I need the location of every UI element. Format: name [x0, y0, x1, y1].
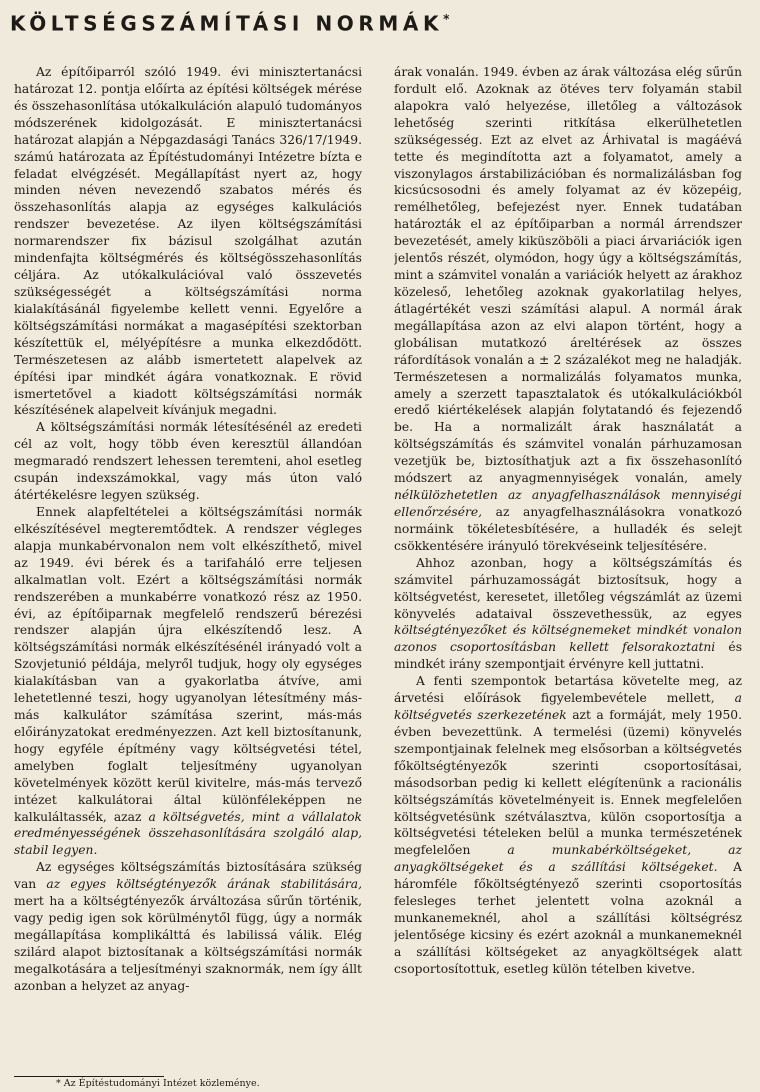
- left-column: [14, 64, 362, 1074]
- emphasis: nélkülözhetetlen az anyagfelhasználások mennyiségi ellenőrzésére,: [394, 488, 742, 519]
- footnote-divider: [14, 1076, 164, 1077]
- emphasis: költségtényezőket és költségnemeket mindkét vonalon azonos csoportosításban kellett felsorakoztatni: [394, 623, 742, 655]
- paragraph: árak vonalán. 1949. évben az árak változása elég sűrűn fordult elő. Azoknak az ötéves terv folyamán stabil alapokra való helyezése, illetőleg a változások lehetőség szerinti ritkítása elkerülhetetlen szükségesség. Ezt az elvet az Árhivatal is magáévá tette és megindította azt a folyamatot, amely a viszonylagos árstabilizációban és normalizálásban fog kicsúcsosodni és amely folyamat az év közepéig, remélhetőleg, befejezést nyer. Ennek tudatában határozták el az építőiparban a normál árrendszer bevezetését, amely kiküszöböli a piaci árvariációk igen jelentős részét, olymódon, hogy úgy a költségszámítás, mint a számvitel vonalán a variációk helyett az árakhoz közeleső, lehetőleg azoknak gyakorlatilag helyes, átlagértékét veszi számítási alapul. A normál árak megállapítása azon az elvi alapon történt, hogy a globálisan mutatkozó áreltérések az összes ráfordítások vonalán a ± 2 százalékot meg ne haladják. Természetesen a normalizálás folyamatos munka, amely a szerzett tapasztalatok és utókalkulációkból eredő kiértékelések alapján folytatandó és fejezendő be. Ha a normalizált árak használatát a költségszámítás és számvitel vonalán párhuzamosan vezetjük be, biztosíthatjuk azt a fix összehasonlító módszert az anyagmennyiségek vonalán, amely nélkülözhetetlen az anyagfelhasználások mennyiségi ellenőrzésére, az anyagfelhasználásokra vonatkozó normáink tökéletesbítésére, a hulladék és selejt csökkentésére irányuló törekvéseink teljesítésére.: [394, 65, 742, 553]
- article-title: KÖLTSÉGSZÁMÍTÁSI NORMÁK*: [10, 11, 450, 36]
- paragraph: Az egységes költségszámítás biztosítására szükség van az egyes költségtényezők árának stabilitására, mert ha a költségtényezők árváltozása sűrűn történik, vagy pedig igen sok körülménytől függ, úgy a normák megállapítása komplikálttá és labilissá válik. Elég szilárd alapot biztosítanak a költségszámítási normák megalkotására a teljesítményi szaknormák, nem így állt azonban a helyzet az anyag-: [14, 860, 362, 993]
- footnote: * Az Építéstudományi Intézet közleménye.: [56, 1078, 260, 1089]
- paragraph: A költségszámítási normák létesítésénél az eredeti cél az volt, hogy több éven keresztül állandóan megmaradó rendszert lehessen teremteni, ahol esetleg csupán indexszámokkal, vagy más úton való átértékelésre legyen szükség.: [14, 420, 362, 503]
- emphasis: a munkabérköltségeket, az anyagköltségeket és a szállítási költségeket.: [394, 843, 742, 875]
- paragraph: Ennek alapfeltételei a költségszámítási normák elkészítésével megteremtődtek. A rendszer végleges alapja munkabérvonalon nem volt elkészíthető, mivel az 1949. évi bérek és a tarifaháló erre teljesen alkalmatlan volt. Ezért a költségszámítási normák rendszerében a munkabérre vonatkozó rész az 1950. évi, az építőiparnak megfelelő rendszerű bérezési rendszer alapján újra elkészítendő lesz. A költségszámítási normák elkészítésénél irányadó volt a Szovjetunió példája, melyről tudjuk, hogy oly egységes kialakításban van a gyakorlatba átvíve, ami lehetetlenné teszi, hogy ugyanolyan létesítmény más-más kalkulátor számítása szerint, más-más előirányzatokat eredményezzen. Azt kell biztosítanunk, hogy egyféle építmény vagy költségvetési tétel, amelyben foglalt teljesítmény ugyanolyan követelmények között kerül kivitelre, más-más tervező intézet kalkulátorai által különféleképpen ne kalkuláltassék, azaz a költségvetés, mint a vállalatok eredményességének összehasonlítására szolgáló alap, stabil legyen.: [14, 504, 362, 858]
- article-body: [14, 64, 752, 1074]
- emphasis: a költségvetés szerkezetének: [394, 691, 742, 723]
- emphasis: az egyes költségtényezők árának stabilitására,: [46, 877, 362, 892]
- footnote-marker: *: [443, 12, 450, 26]
- right-column: [394, 64, 742, 1074]
- emphasis: a költségvetés, mint a vállalatok eredményességének összehasonlítására szolgáló alap, stabil legyen.: [14, 809, 362, 858]
- paragraph: Az építőiparról szóló 1949. évi minisztertanácsi határozat 12. pontja előírta az építési költségek mérése és összehasonlítása utókalkuláción alapuló tudományos módszerének kidolgozását. E minisztertanácsi határozat alapján a Népgazdasági Tanács 326/17/1949. számú határozata az Építéstudományi Intézetre bízta e feladat elvégzését. Megállapítást nyert az, hogy minden néven nevezendő szabatos mérés és összehasonlítás alapja az egységes kalkulációs rendszer bevezetése. Az ilyen költségszámítási normarendszer fix bázisul szolgálhat azután mindenfajta költségmérés és költségösszehasonlítás céljára. Az utókalkulációval való összevetés szükségességét a költségszámítási norma kialakításánál figyelembe kellett venni. Egyelőre a költségszámítási normákat a magasépítési szektorban készítettük el, mélyépítésre a munka elkezdődött. Természetesen az alább ismertetett alapelvek az építési ipar mindkét ágára vonatkoznak. E rövid ismertetővel a kiadott költségszámítási normák készítésének alapelveit kívánjuk megadni.: [14, 65, 362, 418]
- paragraph: A fenti szempontok betartása követelte meg, az árvetési előírások figyelembevétele mellett, a költségvetés szerkezetének azt a formáját, mely 1950. évben bevezettünk. A termelési (üzemi) könyvelés szempontjainak felelnek meg elsősorban a költségvetés főköltségtényezők szerinti csoportosításai, másodsorban pedig ki kellett elégítenünk a racionális költségszámítás követelményeit is. Ennek megfelelően költségvetésünk szétválasztva, külön csoportosítja a költségvetési tételeken belül a munka természetének megfelelően a munkabérköltségeket, az anyagköltségeket és a szállítási költségeket. A háromféle főköltségtényező szerinti csoportosítás felesleges terhet jelentett volna azoknál a munkanemeknél, ahol a szállítási költségrész jelentősége kicsiny és ezért azoknál a munkanemeknél a szállítási költségeket az anyagköltségek alatt csoportosítottuk, esetleg külön tételben kivetve.: [394, 674, 742, 976]
- paragraph: Ahhoz azonban, hogy a költségszámítás és számvitel párhuzamosságát biztosítsuk, hogy a költségvetést, keresetet, illetőleg végszámlát az üzemi könyvelés adataival összevethessük, az egyes költségtényezőket és költségnemeket mindkét vonalon azonos csoportosításban kellett felsorakoztatni és mindkét irány szempontjait érvényre kell juttatni.: [394, 555, 742, 672]
